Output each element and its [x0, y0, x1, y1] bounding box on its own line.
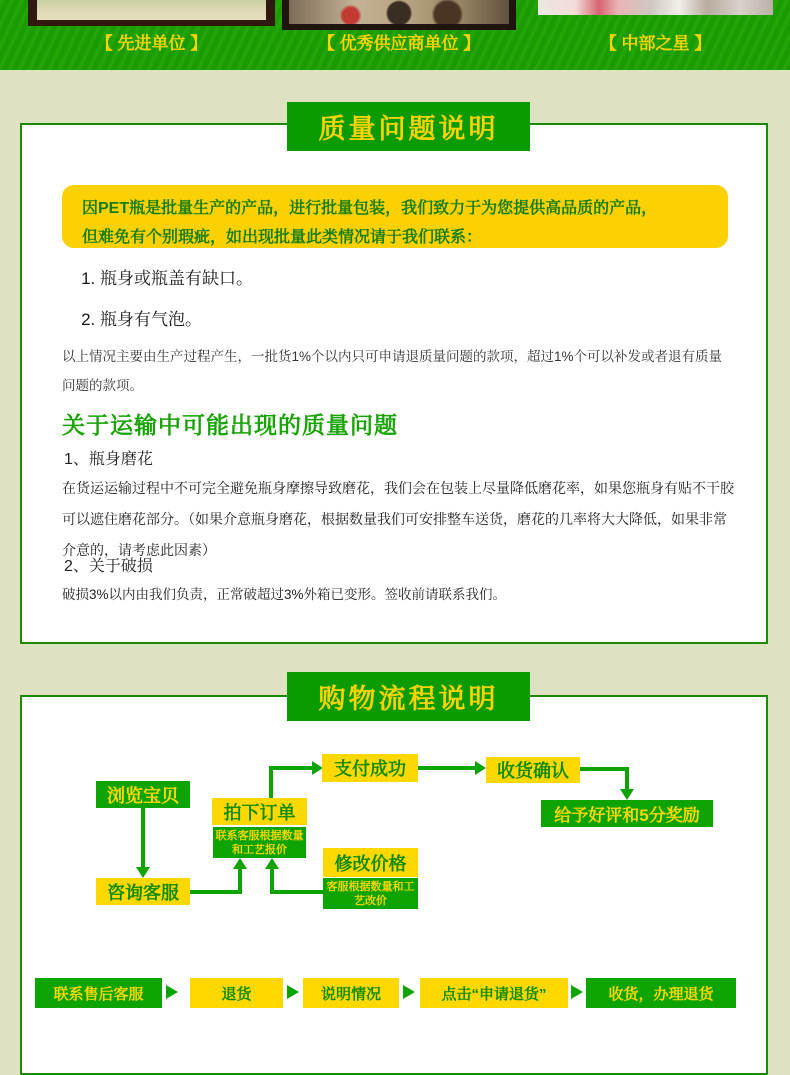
quality-section-title: 质量问题说明: [287, 102, 530, 151]
ceremony-image: [289, 0, 509, 24]
aftersale-node-explain: 说明情况: [303, 978, 399, 1008]
flow-node-consult-service: 咨询客服: [96, 878, 190, 905]
flow-node-place-order: 拍下订单: [212, 798, 307, 825]
award-band: [0, 0, 790, 70]
award-photo-star: [538, 0, 773, 15]
transport-heading: 关于运输中可能出现的质量问题: [62, 412, 398, 438]
transport-item1-title: 1、瓶身磨花: [64, 451, 153, 468]
arrow-right-icon: [287, 985, 299, 999]
aftersale-node-contact: 联系售后客服: [35, 978, 162, 1008]
quality-notice-box: [62, 185, 728, 248]
flow-note-modify-price: 客服根据数量和工艺改价: [323, 878, 418, 909]
award-label-star: 【 中部之星 】: [599, 34, 712, 53]
flow-node-modify-price: 修改价格: [323, 848, 418, 877]
award-photo-advanced-unit: [28, 0, 275, 26]
aftersale-node-apply-return: 点击“申请退货”: [420, 978, 568, 1008]
transport-item1-body: 在货运运输过程中不可完全避免瓶身摩擦导致磨花，我们会在包装上尽量降低磨花率，如果您瓶身有贴不干胶可以遮住磨花部分。（如果介意瓶身磨花，根据数量我们可安排整车送货，磨花的几率将大大降低，如果非常介意的，请考虑此因素）: [62, 480, 734, 558]
certificate-image: [37, 0, 266, 20]
aftersale-node-handle-return: 收货，办理退货: [586, 978, 736, 1008]
issues-note: 以上情况主要由生产过程产生，一批货1%个以内只可申请退质量问题的款项，超过1%个可以补发或者退有质量问题的款项。: [62, 349, 723, 393]
flow-node-confirm-receipt: 收货确认: [486, 757, 580, 783]
photo-frame: [282, 0, 516, 30]
flow-node-good-review: 给予好评和5分奖励: [541, 800, 713, 827]
arrow-right-icon: [166, 985, 178, 999]
notice-line-2: 但难免有个别瑕疵，如出现批量此类情况请于我们联系：: [82, 229, 483, 246]
notice-line-1: 因PET瓶是批量生产的产品，进行批量包装，我们致力于为您提供高品质的产品，: [82, 200, 658, 217]
transport-item2-body: 破损3%以内由我们负责，正常破超过3%外箱已变形。签收前请联系我们。: [62, 587, 507, 602]
arrow-right-icon: [571, 985, 583, 999]
issue-list: [80, 264, 253, 346]
photo-frame: [28, 0, 275, 26]
flow-node-browse: 浏览宝贝: [96, 781, 190, 808]
award-photo-supplier: [282, 0, 516, 30]
issue-item-2: 2. 瓶身有气泡。: [100, 305, 253, 330]
award-label-advanced-unit: 【 先进单位 】: [95, 34, 208, 53]
flow-node-pay-success: 支付成功: [322, 754, 418, 782]
transport-item2-title: 2、关于破损: [64, 558, 153, 575]
issue-item-1: 1. 瓶身或瓶盖有缺口。: [100, 264, 253, 289]
arrow-right-icon: [403, 985, 415, 999]
award-label-supplier: 【 优秀供应商单位 】: [317, 34, 481, 53]
event-image: [538, 0, 773, 15]
flow-section-title: 购物流程说明: [287, 672, 530, 721]
aftersale-node-return: 退货: [190, 978, 283, 1008]
flow-note-order-quote: 联系客服根据数量和工艺报价: [213, 827, 306, 858]
